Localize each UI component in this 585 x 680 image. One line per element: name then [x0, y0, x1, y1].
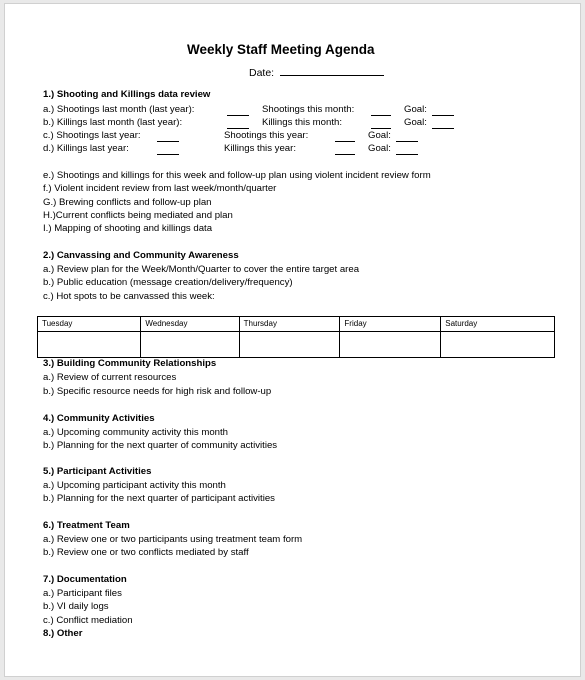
s1-e-item: e.) Shootings and killings for this week and follow-up plan using violent incident review form [43, 170, 431, 181]
table-header-cell: Tuesday [38, 317, 141, 332]
section-7-heading: 7.) Documentation [43, 574, 127, 585]
table-cell[interactable] [239, 332, 340, 358]
table-row [38, 332, 555, 358]
s1-i-item: I.) Mapping of shooting and killings data [43, 223, 213, 234]
s1-a-last-blank[interactable] [227, 106, 249, 116]
s1-b-goal: Goal: [404, 117, 427, 128]
document-page [4, 3, 581, 677]
table-cell[interactable] [441, 332, 555, 358]
section-1-heading: 1.) Shooting and Killings data review [43, 89, 211, 100]
section-6-heading: 6.) Treatment Team [43, 520, 130, 531]
s7-a-item: a.) Participant files [43, 588, 122, 599]
s1-c-goal: Goal: [368, 130, 391, 141]
section-8-heading: 8.) Other [43, 628, 83, 639]
s1-a-goal: Goal: [404, 104, 427, 115]
s1-b-last-blank[interactable] [227, 119, 249, 129]
s4-b-item: b.) Planning for the next quarter of community activities [43, 440, 278, 451]
s6-a-item: a.) Review one or two participants using treatment team form [43, 534, 303, 545]
s1-b-this: Killings this month: [262, 117, 342, 128]
section-4-heading: 4.) Community Activities [43, 413, 155, 424]
s2-c-item: c.) Hot spots to be canvassed this week: [43, 291, 215, 302]
table-header-cell: Saturday [441, 317, 555, 332]
s1-d-goal-blank[interactable] [396, 145, 418, 155]
s1-a-label: a.) Shootings last month (last year): [43, 104, 195, 115]
s1-d-label: d.) Killings last year: [43, 143, 129, 154]
s1-a-goal-blank[interactable] [432, 106, 454, 116]
s3-b-item: b.) Specific resource needs for high risk and follow-up [43, 386, 272, 397]
s2-b-item: b.) Public education (message creation/delivery/frequency) [43, 277, 293, 288]
s1-g-item: G.) Brewing conflicts and follow-up plan [43, 197, 212, 208]
table-cell[interactable] [141, 332, 239, 358]
document-title: Weekly Staff Meeting Agenda [187, 42, 375, 57]
s1-b-this-blank[interactable] [371, 119, 391, 129]
s1-d-this: Killings this year: [224, 143, 296, 154]
s1-a-this-blank[interactable] [371, 106, 391, 116]
table-header-row [38, 317, 555, 332]
s1-h-item: H.)Current conflicts being mediated and plan [43, 210, 233, 221]
s1-d-last-blank[interactable] [157, 145, 179, 155]
s7-c-item: c.) Conflict mediation [43, 615, 133, 626]
s1-f-item: f.) Violent incident review from last week/month/quarter [43, 183, 277, 194]
date-line [249, 66, 384, 79]
section-5-heading: 5.) Participant Activities [43, 466, 152, 477]
s1-c-last-blank[interactable] [157, 132, 179, 142]
s1-b-label: b.) Killings last month (last year): [43, 117, 183, 128]
s1-a-this: Shootings this month: [262, 104, 355, 115]
section-2-heading: 2.) Canvassing and Community Awareness [43, 250, 239, 261]
s5-b-item: b.) Planning for the next quarter of participant activities [43, 493, 275, 504]
s1-c-this: Shootings this year: [224, 130, 309, 141]
s6-b-item: b.) Review one or two conflicts mediated by staff [43, 547, 249, 558]
table-header-cell: Friday [340, 317, 441, 332]
table-cell[interactable] [38, 332, 141, 358]
s1-c-this-blank[interactable] [335, 132, 355, 142]
s4-a-item: a.) Upcoming community activity this month [43, 427, 229, 438]
table-header-cell: Thursday [239, 317, 340, 332]
s7-b-item: b.) VI daily logs [43, 601, 109, 612]
date-blank[interactable] [280, 66, 384, 76]
s2-a-item: a.) Review plan for the Week/Month/Quarter to cover the entire target area [43, 264, 360, 275]
section-3-heading: 3.) Building Community Relationships [43, 358, 217, 369]
hot-spots-table [37, 316, 555, 358]
s3-a-item: a.) Review of current resources [43, 372, 177, 383]
date-label: Date: [249, 67, 275, 79]
table-header-cell: Wednesday [141, 317, 239, 332]
s1-d-goal: Goal: [368, 143, 391, 154]
s5-a-item: a.) Upcoming participant activity this month [43, 480, 226, 491]
table-cell[interactable] [340, 332, 441, 358]
s1-b-goal-blank[interactable] [432, 119, 454, 129]
s1-c-goal-blank[interactable] [396, 132, 418, 142]
s1-c-label: c.) Shootings last year: [43, 130, 141, 141]
s1-d-this-blank[interactable] [335, 145, 355, 155]
